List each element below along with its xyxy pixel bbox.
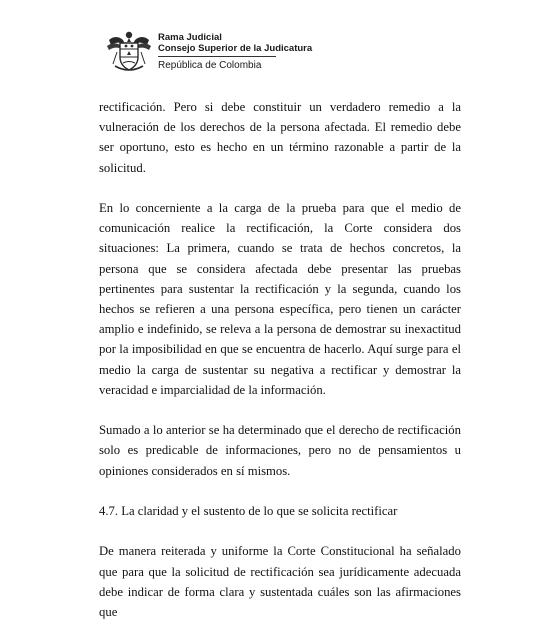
letterhead-divider [158,56,276,57]
letterhead [103,26,343,78]
paragraph-rectification-remedy: rectificación. Pero si debe constituir un verdadero remedio a la vulneración de los derechos de la persona afectada. El remedio debe ser oportuno, esto es hecho en un término razonable a partir de la solicitud. [99,100,461,175]
letterhead-text [158,32,312,71]
paragraph-scope-of-right: Sumado a lo anterior se ha determinado que el derecho de rectificación solo es predicable de informaciones, pero no de pensamientos u opiniones considerados en sí mismos. [99,423,461,478]
document-body [99,97,461,642]
paragraph-constitutional-court: De manera reiterada y uniforme la Corte Constitucional ha señalado que para que la solicitud de rectificación sea jurídicamente adecuada debe indicar de forma clara y sustentada cuáles son las afirmaciones que [99,544,461,620]
institution-name: Consejo Superior de la Judicatura [158,43,313,54]
section-heading: 4.7. La claridad y el sustento de lo que se solicita rectificar [99,504,398,519]
country-name: República de Colombia [158,60,262,71]
paragraph-burden-of-proof: En lo concerniente a la carga de la prueba para que el medio de comunicación realice la rectificación, la Corte considera dos situaciones: La primera, cuando se trata de hechos concretos, la persona que se considera afectada debe presentar las pruebas pertinentes para sustentar la rectificación y la segunda, cuando los hechos se refieren a una persona específica, pero tienen un carácter amplio e indefinido, se releva a la persona de demostrar su inexactitud por la imposibilidad en que se encuentra de hacerlo. Aquí surge para el medio la carga de sustentar su negativa a rectificar y demostrar la veracidad e imparcialidad de la información. [99,201,461,397]
institution-branch: Rama Judicial [158,32,222,43]
coat-of-arms-icon [103,26,155,78]
